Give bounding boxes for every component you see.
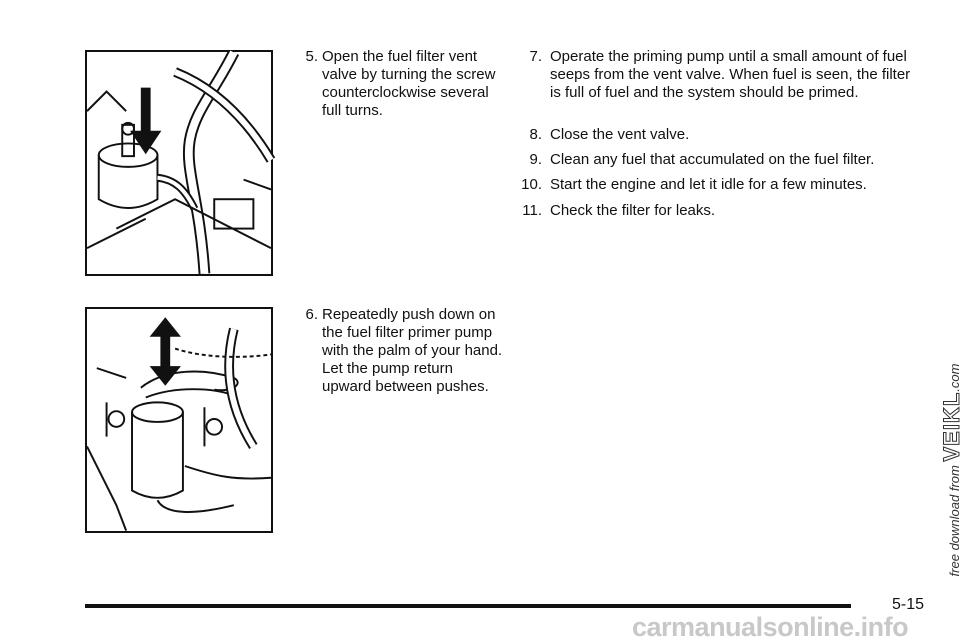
step-text: Repeatedly push down on the fuel filter primer pump with the palm of your hand. Let the pump return upward between pushes. (322, 306, 503, 395)
fuel-filter-vent-illustration (85, 50, 273, 276)
page-number: 5-15 (892, 596, 925, 613)
step-text: Start the engine and let it idle for a few minutes. (550, 176, 867, 193)
step-text: Clean any fuel that accumulated on the fuel filter. (550, 151, 875, 168)
step-text: Close the vent valve. (550, 126, 690, 143)
watermark-brand: VEIKL (939, 391, 964, 462)
step-number: 8. (529, 126, 542, 143)
step-number: 6. (305, 306, 318, 323)
side-watermark[interactable] (939, 364, 965, 577)
step-number: 5. (305, 48, 318, 65)
site-watermark-footer[interactable]: carmanualsonline.info (632, 612, 909, 642)
step-number: 10. (521, 176, 542, 193)
arrow-up-down-icon (150, 317, 181, 386)
primer-pump-illustration (85, 307, 273, 533)
engine-drawing-1 (87, 52, 271, 274)
step-number: 11. (522, 202, 542, 219)
step-text: Operate the priming pump until a small amount of fuel seeps from the vent valve. When fuel is seen, the filter is full of fuel and the system should be primed. (550, 48, 911, 101)
watermark-prefix: free download from (947, 465, 962, 577)
step-number: 7. (529, 48, 542, 65)
footer-rule (85, 604, 851, 608)
step-text: Open the fuel filter vent valve by turning the screw counterclockwise several full turns. (322, 48, 496, 119)
engine-drawing-2 (87, 309, 271, 531)
step-text: Check the filter for leaks. (550, 202, 716, 219)
watermark-suffix: .com (947, 363, 962, 392)
step-number: 9. (529, 151, 542, 168)
